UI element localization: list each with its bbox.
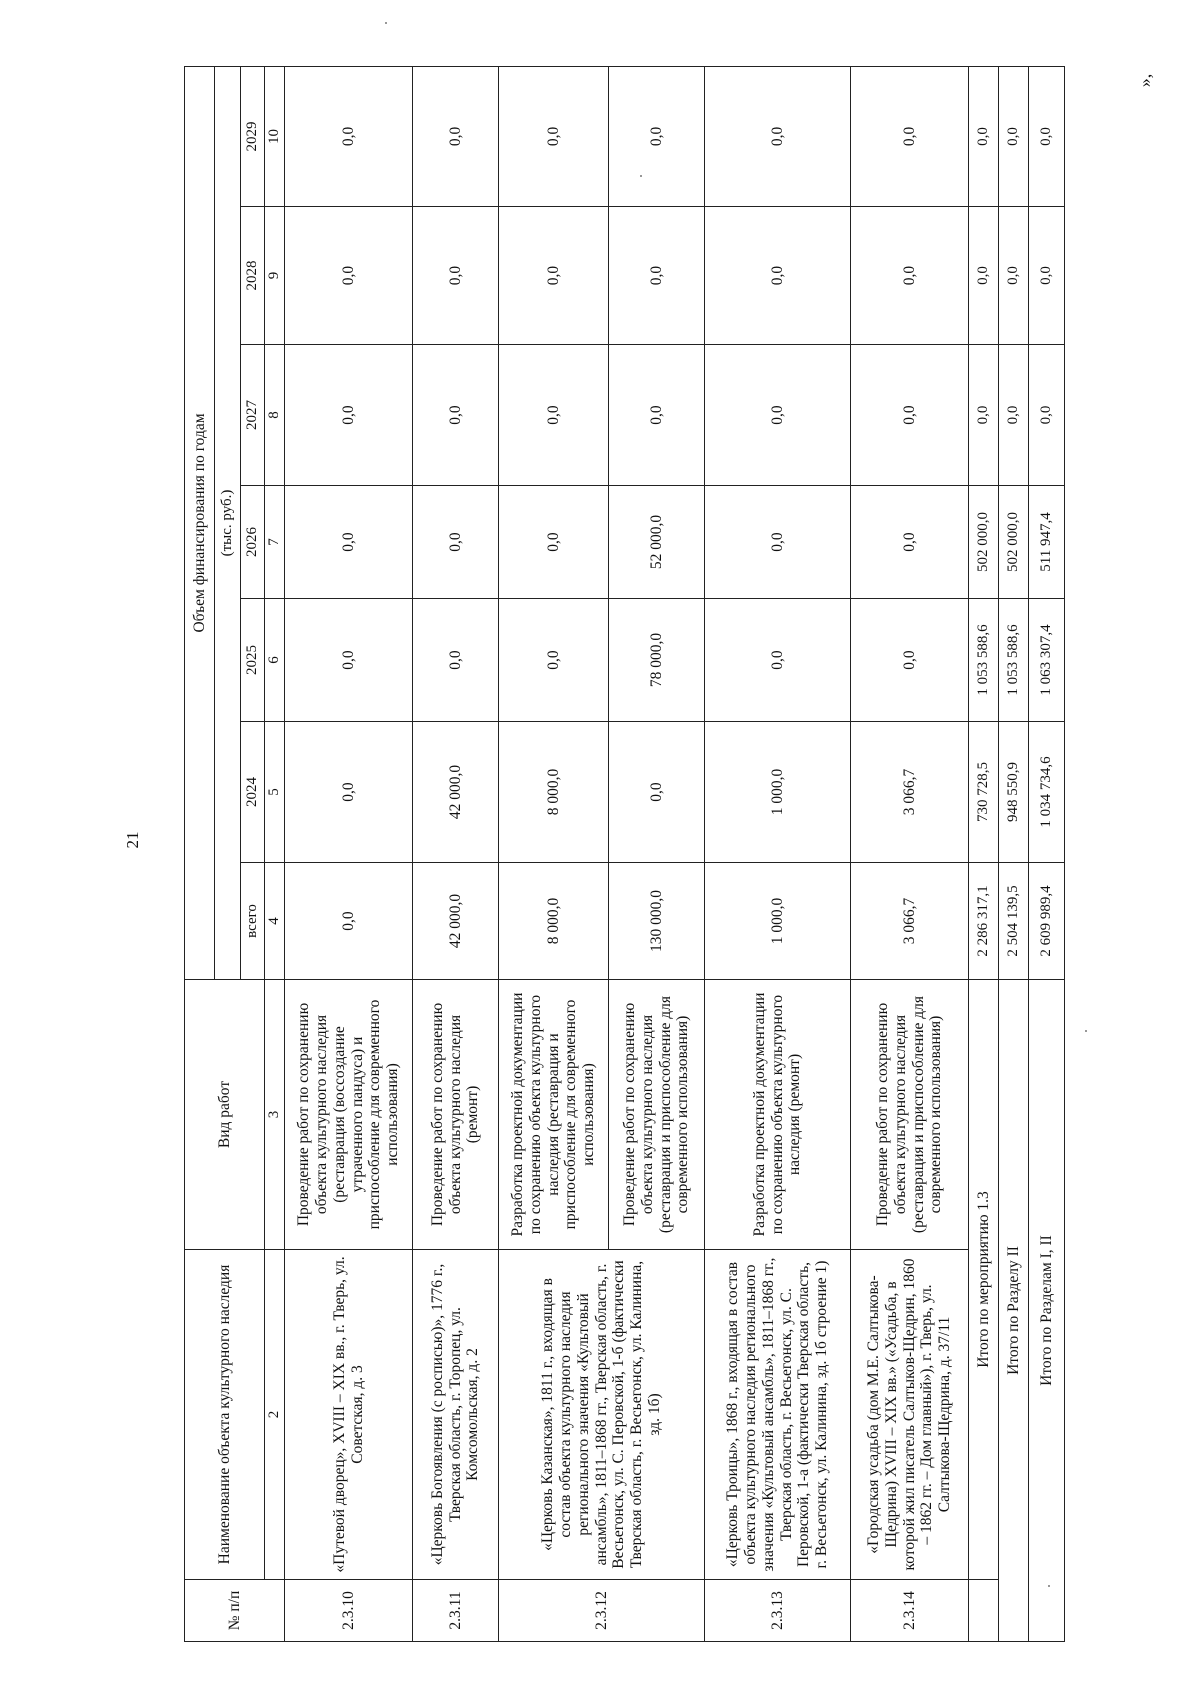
value-2026: 0,0 [499,486,609,599]
total-row [1029,66,1065,1641]
value-2025: 0,0 [285,599,413,722]
total-value: 1 053 588,6 [969,599,999,722]
total-row [969,66,999,1641]
value-2028: 0,0 [413,207,499,345]
header-index: 10 [265,66,285,206]
object-name: «Путевой дворец», XVIII – XIX вв., г. Тверь, ул. Советская, д. 3 [285,1250,413,1580]
total-value: 0,0 [969,66,999,206]
header-object: Наименование объекта культурного наследия [185,1250,265,1580]
value-2024: 0,0 [285,722,413,863]
total-value: 1 053 588,6 [999,599,1029,722]
value-2029: 0,0 [413,66,499,206]
total-value: 948 550,9 [999,722,1029,863]
total-label: Итого по Разделу II [999,980,1029,1642]
work-type: Проведение работ по сохранению объекта культурного наследия (ремонт) [413,980,499,1250]
value-2025: 0,0 [705,599,851,722]
row-number: 2.3.11 [413,1580,499,1642]
header-year: 2024 [241,722,265,863]
table-row [499,66,609,1641]
value-2029: 0,0 [609,66,705,206]
value-2024: 8 000,0 [499,722,609,863]
total-value: 730 728,5 [969,722,999,863]
header-year: 2025 [241,599,265,722]
value-total: 1 000,0 [705,863,851,980]
total-label: Итого по Разделам I, II [1029,980,1065,1642]
value-2024: 0,0 [609,722,705,863]
object-name: «Городская усадьба (дом М.Е. Салтыкова-Щедрина) XVIII – XIX вв.» («Усадьба, в которой жил писатель Салтыков-Щедрин, 1860 – 1862 гг. – Дом главный»), г. Тверь, ул. Салтыкова-Щедрина, д. 37/11 [851,1250,969,1580]
total-value: 0,0 [969,345,999,486]
value-2026: 0,0 [705,486,851,599]
financing-table [184,66,1065,1642]
value-2024: 1 000,0 [705,722,851,863]
row-number: 2.3.14 [851,1580,969,1642]
value-2026: 0,0 [413,486,499,599]
page-number: 21 [123,831,142,849]
total-value: 1 063 307,4 [1029,599,1065,722]
value-2024: 3 066,7 [851,722,969,863]
value-2024: 42 000,0 [413,722,499,863]
value-total: 42 000,0 [413,863,499,980]
total-value: 502 000,0 [969,486,999,599]
header-unit: (тыс. руб.) [215,66,241,979]
value-2028: 0,0 [705,207,851,345]
header-index: 4 [265,863,285,980]
header-num: № п/п [185,1580,285,1642]
header-index: 3 [265,980,285,1250]
value-2025: 0,0 [413,599,499,722]
object-name: «Церковь Казанская», 1811 г., входящая в состав объекта культурного наследия регионального значения «Культовый ансамбль», 1811–1868 гг., Тверская область, г. Весьегонск, ул. С. Перовской, 1-б (фактически Тверская область, г. Весьегонск, ул. Калинина, зд. 1б) [499,1250,705,1580]
total-value: 0,0 [969,207,999,345]
object-name: «Церковь Троицы», 1868 г., входящая в состав объекта культурного наследия регионального значения «Культовый ансамбль», 1811–1868 гг., Тверская область, г. Весьегонск, ул. С. Перовской, 1-а (фактически Тверская область, г. Весьегонск, ул. Калинина, зд. 1б строение 1) [705,1250,851,1580]
value-2027: 0,0 [705,345,851,486]
table-row [851,66,969,1641]
work-type: Проведение работ по сохранению объекта культурного наследия (реставрация и приспособление для современного использования) [609,980,705,1250]
total-value: 511 947,4 [1029,486,1065,599]
row-number: 2.3.12 [499,1580,705,1642]
table-body [285,66,1065,1641]
value-2029: 0,0 [851,66,969,206]
value-2029: 0,0 [285,66,413,206]
header-year: 2026 [241,486,265,599]
total-value: 0,0 [999,345,1029,486]
rotated-table-container [184,67,1064,1642]
row-number: 2.3.13 [705,1580,851,1642]
total-value: 2 286 317,1 [969,863,999,980]
header-year: 2027 [241,345,265,486]
work-type: Проведение работ по сохранению объекта культурного наследия (реставрация и приспособление для современного использования) [851,980,969,1250]
table-header [185,66,285,1641]
value-2026: 0,0 [851,486,969,599]
value-2028: 0,0 [285,207,413,345]
header-index: 5 [265,722,285,863]
value-total: 8 000,0 [499,863,609,980]
header-total: всего [241,863,265,980]
header-index: 8 [265,345,285,486]
value-total: 3 066,7 [851,863,969,980]
total-value: 0,0 [1029,66,1065,206]
header-work-type: Вид работ [185,980,265,1250]
total-value: 0,0 [1029,207,1065,345]
object-name: «Церковь Богоявления (с росписью)», 1776 г., Тверская область, г. Торопец, ул. Комсомольская, д. 2 [413,1250,499,1580]
value-2025: 78 000,0 [609,599,705,722]
value-2029: 0,0 [499,66,609,206]
value-2025: 0,0 [851,599,969,722]
header-funding: Объем финансирования по годам [185,66,215,979]
total-value: 2 504 139,5 [999,863,1029,980]
value-2026: 52 000,0 [609,486,705,599]
value-2028: 0,0 [609,207,705,345]
total-empty-cell [969,1580,999,1642]
row-number: 2.3.10 [285,1580,413,1642]
header-year: 2029 [241,66,265,206]
header-index: 9 [265,207,285,345]
total-value: 502 000,0 [999,486,1029,599]
value-2028: 0,0 [499,207,609,345]
table-row [285,66,413,1641]
total-value: 0,0 [999,66,1029,206]
work-type: Проведение работ по сохранению объекта культурного наследия (реставрация (воссоздание утраченного пандуса) и приспособление для современного использования) [285,980,413,1250]
scan-speck [1085,1030,1087,1032]
table-row [705,66,851,1641]
header-year: 2028 [241,207,265,345]
value-2027: 0,0 [499,345,609,486]
page-mark: », [1134,73,1155,88]
value-total: 130 000,0 [609,863,705,980]
header-index: 7 [265,486,285,599]
scan-speck [385,22,387,24]
header-index: 2 [265,1250,285,1580]
total-value: 1 034 734,6 [1029,722,1065,863]
value-2029: 0,0 [705,66,851,206]
work-type: Разработка проектной документации по сохранению объекта культурного наследия (реставрация и приспособление для современного использования) [499,980,609,1250]
work-type: Разработка проектной документации по сохранению объекта культурного наследия (ремонт) [705,980,851,1250]
value-2027: 0,0 [609,345,705,486]
total-label: Итого по мероприятию 1.3 [969,980,999,1580]
value-2025: 0,0 [499,599,609,722]
value-2027: 0,0 [851,345,969,486]
value-2027: 0,0 [285,345,413,486]
total-value: 0,0 [999,207,1029,345]
total-value: 0,0 [1029,345,1065,486]
total-value: 2 609 989,4 [1029,863,1065,980]
value-2027: 0,0 [413,345,499,486]
value-2026: 0,0 [285,486,413,599]
value-total: 0,0 [285,863,413,980]
table-row [413,66,499,1641]
total-row [999,66,1029,1641]
value-2028: 0,0 [851,207,969,345]
header-index: 6 [265,599,285,722]
